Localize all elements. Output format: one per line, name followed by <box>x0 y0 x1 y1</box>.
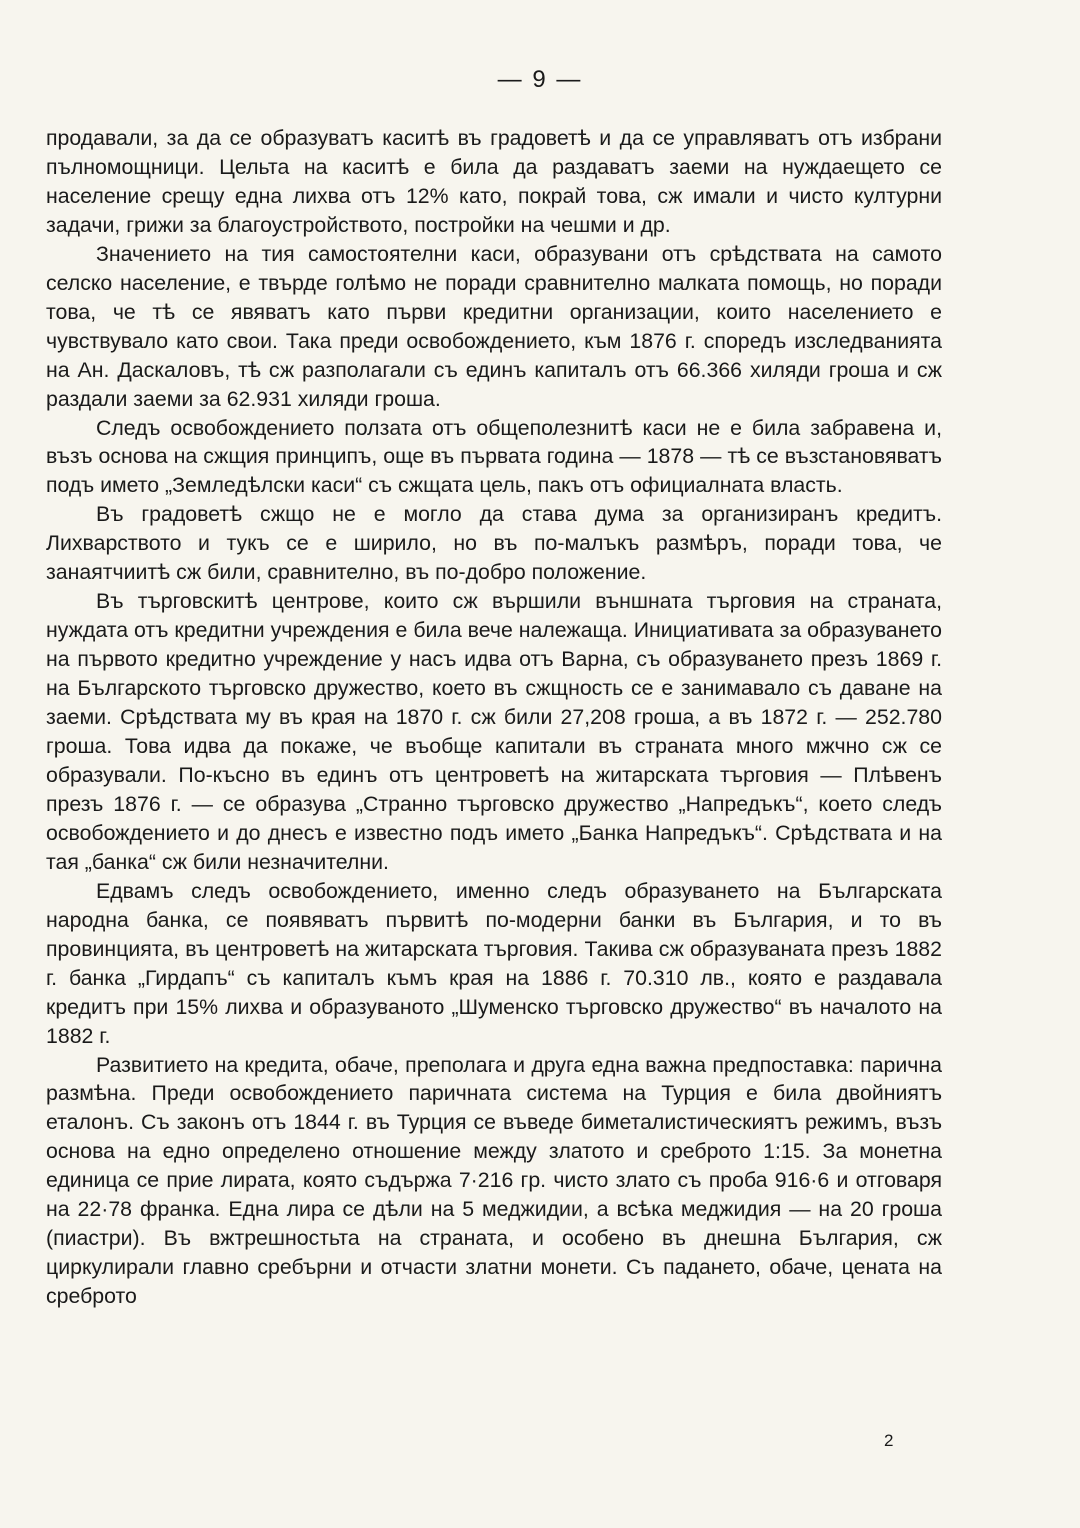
paragraph-7: Развитието на кредита, обаче, преполага и друга една важна предпоставка: парична размѣна. Преди освобождението паричната система на Турция е била двойниятъ еталонъ. Съ законъ отъ 1844 г. въ Турция се въведе биметалистическиятъ режимъ, възъ основа на едно определено отношение между златото и среброто 1:15. За монетна единица се прие лирата, която съдържа 7·216 гр. чисто злато съ проба 916·6 и отговаря на 22·78 франка. Една лира се дѣли на 5 меджидии, а всѣка меджидия — на 20 гроша (пиастри). Въ вжтрешностьта на страната, и особено въ днешна България, сж циркулирали главно сребърни и отчасти златни монети. Съ падането, обаче, цената на среброто <box>46 1052 942 1309</box>
document-body <box>46 124 942 1311</box>
paragraph-6: Едвамъ следъ освобождението, именно следъ образуването на Българската народна банка, се появяватъ първитѣ по-модерни банки въ България, и то въ провинцията, въ центроветѣ на житарската търговия. Такива сж образуваната презъ 1882 г. банка „Гирдапъ“ съ капиталъ къмъ края на 1886 г. 70.310 лв., която е раздавала кредитъ при 15% лихва и образуваното „Шуменско търговско дружество“ въ началото на 1882 г. <box>46 878 942 1048</box>
paragraph-1: продавали, за да се образуватъ каситѣ въ градоветѣ и да се управляватъ отъ избрани пълномощници. Цельта на каситѣ е била да раздаватъ заеми на нуждаещето се население срещу една лихва отъ 12% като, покрай това, сж имали и чисто културни задачи, грижи за благоустройството, постройки на чешми и др. <box>46 126 942 237</box>
page-number-header: — 9 — <box>497 66 583 93</box>
paragraph-5: Въ търговскитѣ центрове, които сж вършили външната търговия на страната, нуждата отъ кредитни учреждения е била вече належаща. Инициативата за образуването на първото кредитно учреждение у насъ идва отъ Варна, съ образуването презъ 1869 г. на Българското търговско дружество, което въ сжщность се е занимавало съ даване на заеми. Срѣдствата му въ края на 1870 г. сж били 27,208 гроша, а въ 1872 г. — 252.780 гроша. Това идва да покаже, че въобще капитали въ страната много мжчно сж се образували. По-късно въ единъ отъ центроветѣ на житарската търговия — Плѣвенъ презъ 1876 г. — се образува „Странно търговско дружество „Напредъкъ“, което следъ освобождението и до днесъ е известно подъ името „Банка Напредъкъ“. Срѣдствата и на тая „банка“ сж били незначителни. <box>46 589 942 874</box>
paragraph-3: Следъ освобождението ползата отъ общеполезнитѣ каси не е била забравена и, възъ основа на сжщия принципъ, още въ първата година — 1878 — тѣ се възстановяватъ подъ името „Земледѣлски каси“ съ сжщата цель, пакъ отъ официалната власть. <box>46 415 942 498</box>
sheet-number-footer: 2 <box>884 1431 894 1450</box>
paragraph-4: Въ градоветѣ сжщо не е могло да става дума за организиранъ кредитъ. Лихварството и тукъ се е ширило, но въ по-малъкъ размѣръ, поради това, че занаятчиитѣ сж били, сравнително, въ по-добро положение. <box>46 502 942 585</box>
paragraph-2: Значението на тия самостоятелни каси, образувани отъ срѣдствата на самото селско население, е твърде голѣмо не поради сравнително малката помощь, но поради това, че тѣ се явяватъ като първи кредитни организации, които населението е чувствувало като свои. Така преди освобождението, към 1876 г. споредъ изследванията на Ан. Даскаловъ, тѣ сж разполагали съ единъ капиталъ отъ 66.366 хиляди гроша и сж раздали заеми за 62.931 хиляди гроша. <box>46 241 942 411</box>
